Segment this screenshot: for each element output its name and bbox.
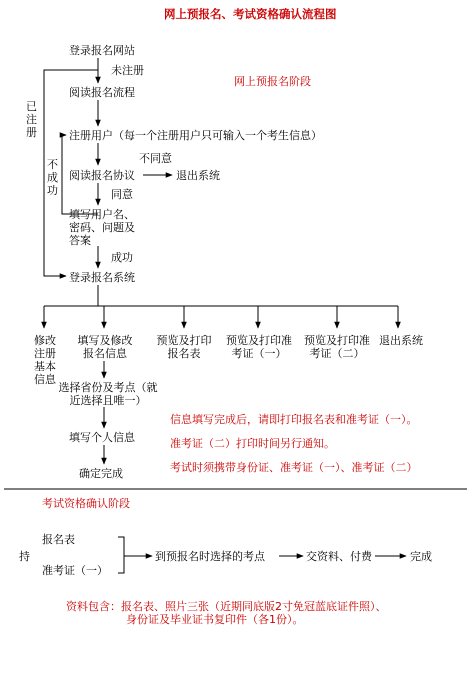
branch-fill-registration: 填写及修改报名信息 [77, 334, 133, 360]
label-not-registered: 未注册 [111, 64, 144, 77]
node-read-process: 阅读报名流程 [69, 86, 135, 99]
stage1-label: 网上预报名阶段 [234, 75, 311, 88]
label-agree: 同意 [111, 188, 133, 201]
node-login-system: 登录报名系统 [69, 271, 135, 284]
branch-preview-admission-2: 预览及打印准考证（二） [304, 334, 370, 360]
branch-exit-system: 退出系统 [379, 334, 423, 347]
node-select-province: 选择省份及考点（就近选择且唯一） [58, 381, 158, 407]
node-login-site: 登录报名网站 [69, 44, 135, 57]
label-failed: 不成功 [47, 158, 58, 197]
document-bracket [118, 537, 124, 573]
materials-line-2: 身份证及毕业证书复印件（各1份）。 [126, 613, 304, 626]
diagram-title: 网上预报名、考试资格确认流程图 [164, 7, 337, 21]
node-submit-pay: 交资料、付费 [306, 550, 372, 563]
branch-modify-registration: 修改注册基本信息 [34, 334, 56, 386]
node-confirm-done: 确定完成 [79, 467, 123, 480]
doc-admission-1: 准考证（一） [42, 564, 108, 577]
node-fill-personal: 填写个人信息 [69, 431, 135, 444]
node-exit-system-1: 退出系统 [176, 169, 220, 182]
label-success: 成功 [111, 251, 133, 264]
doc-registration-form: 报名表 [42, 533, 75, 546]
branch-preview-form: 预览及打印报名表 [156, 334, 212, 360]
node-fill-user: 填写用户名、密码、问题及答案 [69, 208, 135, 247]
stage2-label: 考试资格确认阶段 [42, 497, 130, 510]
node-finish: 完成 [410, 550, 432, 563]
note-bring-documents: 考试时须携带身份证、准考证（一）、准考证（二） [170, 461, 418, 474]
note-print-now: 信息填写完成后，请即打印报名表和准考证（一）。 [170, 413, 418, 426]
branch-preview-admission-1: 预览及打印准考证（一） [226, 334, 292, 360]
node-register-user: 注册用户（每一个注册用户只可输入一个考生信息） [69, 129, 322, 142]
label-disagree: 不同意 [139, 152, 172, 165]
materials-line-1: 资料包含：报名表、照片三张（近期同底版2寸免冠蓝底证件照）、 [66, 600, 387, 613]
node-read-agreement: 阅读报名协议 [69, 169, 135, 182]
node-go-to-site: 到预报名时选择的考点 [155, 550, 265, 563]
note-print-later: 准考证（二）打印时间另行通知。 [170, 437, 335, 450]
label-already-registered: 已注册 [26, 100, 37, 139]
label-hold: 持 [19, 550, 30, 563]
